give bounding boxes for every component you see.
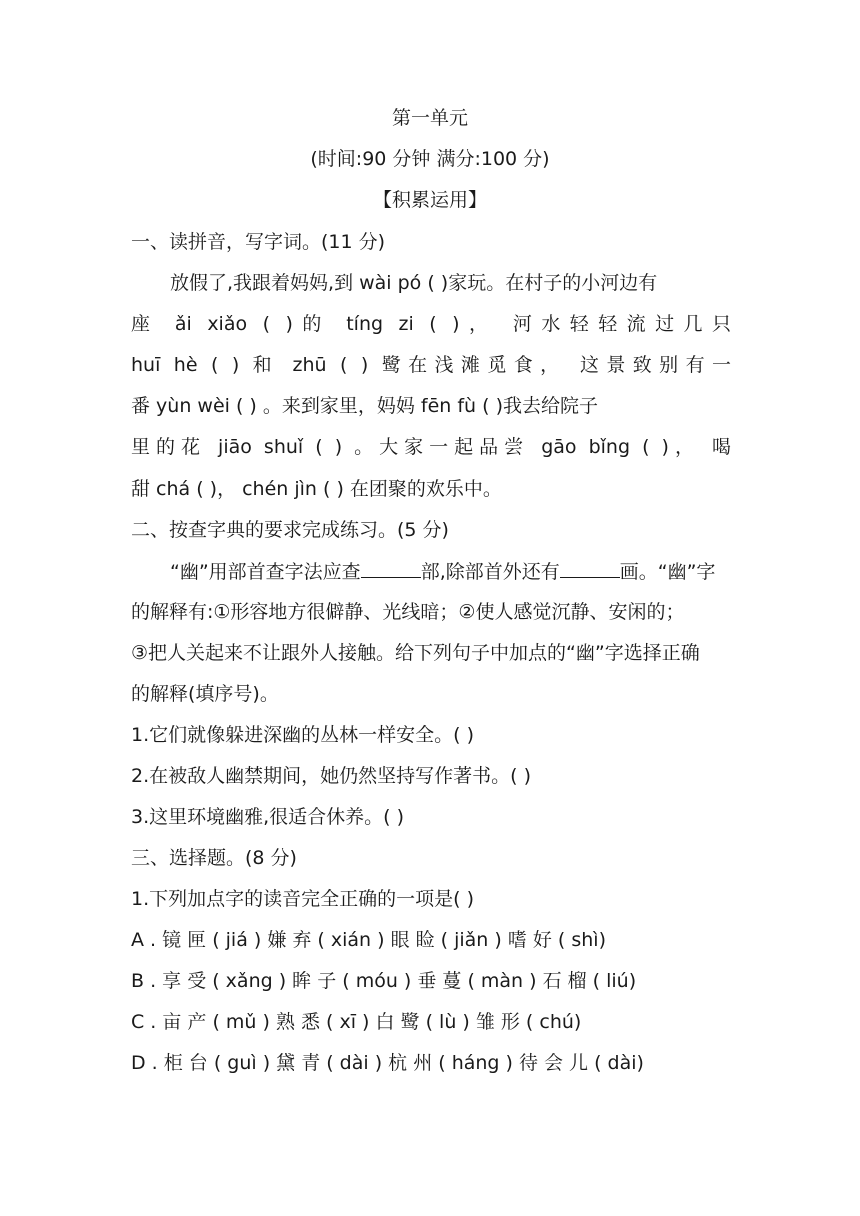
time-and-score: (时间:90 分钟 满分:100 分) [310, 148, 550, 170]
q2-intro [170, 559, 731, 584]
q2-item: 1.它们就像躲进深幽的丛林一样安全。( ) [131, 724, 474, 746]
q2-intro-part: 部,除部首外还有 [420, 561, 560, 583]
radical-blank[interactable] [361, 559, 421, 578]
stroke-count-blank[interactable] [560, 559, 620, 578]
q2-text-line: ③把人关起来不让跟外人接触。给下列句子中加点的“幽”字选择正确 [131, 642, 700, 664]
q2-heading: 二、按查字典的要求完成练习。(5 分) [131, 519, 449, 541]
q3-question: 1.下列加点字的读音完全正确的一项是( ) [131, 888, 474, 910]
q1-heading: 一、读拼音，写字词。(11 分) [131, 231, 386, 253]
q3-heading: 三、选择题。(8 分) [131, 847, 297, 869]
q2-intro-part: “幽”用部首查字法应查 [170, 561, 361, 583]
q2-text-line: 的解释(填序号)。 [131, 683, 279, 705]
q1-text-line: 甜 chá ( )， chén jìn ( ) 在团聚的欢乐中。 [131, 478, 502, 500]
q2-intro-part: 画。“幽”字 [619, 561, 716, 583]
section-header: 【积累运用】 [372, 189, 487, 211]
q1-text-line: huī hè ( ) 和 zhū ( ) 鹭在浅滩觅食， 这景致别有一 [131, 354, 731, 376]
option-c: C . 亩 产 ( mǔ ) 熟 悉 ( xī ) 白 鹭 ( lù ) 雏 形 ( chú) [131, 1011, 582, 1033]
q2-text-line: 的解释有:①形容地方很僻静、光线暗；②使人感觉沉静、安闲的； [131, 601, 685, 623]
q1-text-line: 番 yùn wèi ( ) 。来到家里，妈妈 fēn fù ( )我去给院子 [131, 395, 598, 417]
option-d: D . 柜 台 ( guì ) 黛 青 ( dài ) 杭 州 ( háng ) 待 会 儿 ( dài) [131, 1052, 644, 1074]
unit-title: 第一单元 [391, 107, 468, 129]
option-b: B . 享 受 ( xǎng ) 眸 子 ( móu ) 垂 蔓 ( màn ) 石 榴 ( liú) [131, 970, 637, 992]
q2-item: 3.这里环境幽雅,很适合休养。( ) [131, 806, 405, 828]
q2-item: 2.在被敌人幽禁期间，她仍然坚持写作著书。( ) [131, 765, 531, 787]
option-a: A . 镜 匣 ( jiá ) 嫌 弃 ( xián ) 眼 睑 ( jiǎn ) 嗜 好 ( shì) [131, 929, 607, 951]
q1-text-line: 放假了,我跟着妈妈,到 wài pó ( )家玩。在村子的小河边有 [170, 272, 658, 294]
q1-text-line: 里的花 jiāo shuǐ ( ) 。大家一起品尝 gāo bǐng ( )， 喝 [131, 436, 731, 458]
q1-text-line: 座 ǎi xiǎo ( )的 tíng zi ( )， 河水轻轻流过几只 [131, 313, 731, 335]
